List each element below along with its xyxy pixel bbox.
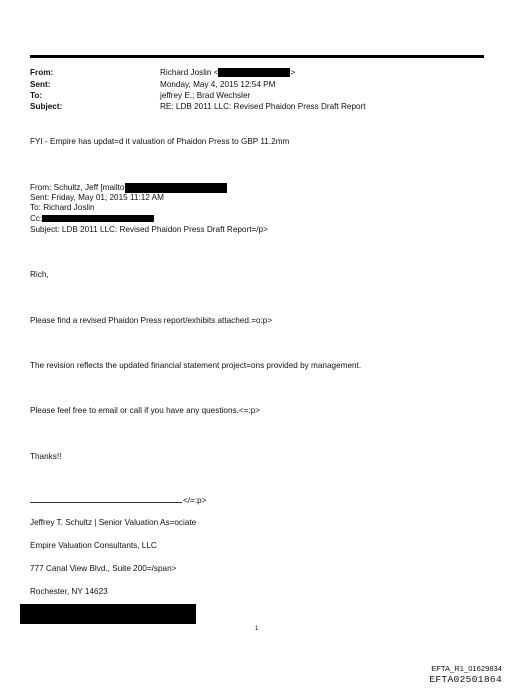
quoted-subject: Subject: LDB 2011 LLC: Revised Phaidon Press Draft Report=/p> xyxy=(30,225,268,234)
quoted-cc-text: Cc: xyxy=(30,214,43,223)
quoted-from-text: From: Schultz, Jeff [mailto xyxy=(30,183,125,193)
greeting: Rich, xyxy=(30,270,49,279)
subject-label: Subject: xyxy=(30,102,63,111)
quoted-cc xyxy=(30,214,154,224)
redaction-bar xyxy=(218,68,290,77)
thanks: Thanks!! xyxy=(30,452,62,461)
quoted-to: To: Richard Joslin xyxy=(30,203,95,212)
sent-label: Sent: xyxy=(30,80,51,89)
header-rule xyxy=(30,55,484,58)
fyi-line: FYI - Empire has updat=d it valuation of Phaidon Press to GBP 11.2mm xyxy=(30,137,290,146)
redaction-bar xyxy=(125,183,227,193)
redaction-bar xyxy=(42,215,154,222)
subject-value: RE: LDB 2011 LLC: Revised Phaidon Press Draft Report xyxy=(160,102,366,111)
redaction-bar xyxy=(20,604,196,624)
paragraph-1: Please find a revised Phaidon Press report/exhibits attached.=o:p> xyxy=(30,316,273,325)
signature-line xyxy=(30,502,182,503)
from-name: Richard Joslin < xyxy=(160,68,219,77)
signature-city: Rochester, NY 14623 xyxy=(30,587,108,596)
signature-name-title: Jeffrey T. Schultz | Senior Valuation As=ociate xyxy=(30,518,197,527)
paragraph-2: The revision reflects the updated financial statement project=ons provided by management. xyxy=(30,361,362,370)
efta-id-small: EFTA_R1_01629834 xyxy=(431,664,502,673)
sent-value: Monday, May 4, 2015 12:54 PM xyxy=(160,80,276,89)
quoted-sent: Sent: Friday, May 01, 2015 11:12 AM xyxy=(30,193,164,202)
from-label: From: xyxy=(30,68,54,77)
page-number: 1 xyxy=(255,626,259,632)
quoted-from xyxy=(30,183,227,193)
paragraph-3: Please feel free to email or call if you have any questions.<=:p> xyxy=(30,406,261,415)
signature-company: Empire Valuation Consultants, LLC xyxy=(30,541,157,550)
from-suffix: > xyxy=(290,68,296,77)
signature-address: 777 Canal View Blvd., Suite 200=/span> xyxy=(30,564,177,573)
to-label: To: xyxy=(30,91,43,100)
to-value: jeffrey E.; Brad Wechsler xyxy=(160,91,251,100)
signature-line-suffix: </=:p> xyxy=(183,496,207,505)
efta-id-large: EFTA02501864 xyxy=(429,674,502,685)
from-value xyxy=(160,68,295,78)
